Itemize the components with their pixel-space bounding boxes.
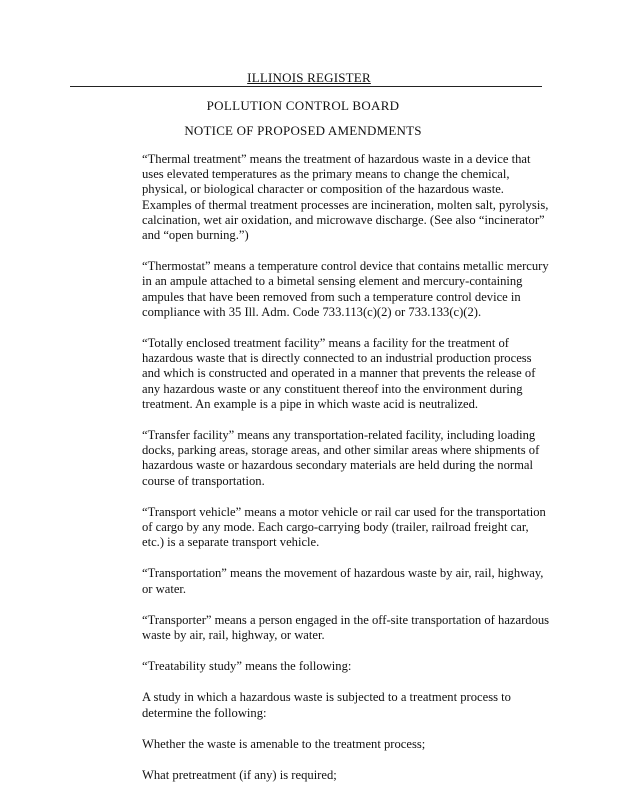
definition-transporter: “Transporter” means a person engaged in the off-site transportation of hazardous waste by air, rail, highway, or water. (142, 612, 550, 643)
agency-name: POLLUTION CONTROL BOARD (206, 98, 400, 113)
treatability-study-item: A study in which a hazardous waste is subjected to a treatment process to determine the following: (142, 690, 511, 720)
treatability-study-subitem: Whether the waste is amenable to the treatment process; (142, 736, 426, 751)
definition-transportation: “Transportation” means the movement of hazardous waste by air, rail, highway, or water. (142, 566, 544, 596)
definition-totally-enclosed-treatment-facility: “Totally enclosed treatment facility” means a facility for the treatment of hazardous waste that is directly connected to an industrial production process and which is constructed and operated in a manner that prevents the release of any hazardous waste or any constituent thereof into the environment during treatment. An example is a pipe in which waste acid is neutralized. (142, 336, 536, 411)
definition-thermostat: “Thermostat” means a temperature control device that contains metallic mercury in an ampule attached to a bimetal sensing element and mercury-containing ampules that have been removed from such a temperature control device in compliance with 35 Ill. Adm. Code 733.113(c)(2) or 733.133(c)(2). (142, 259, 549, 319)
definition-transport-vehicle: “Transport vehicle” means a motor vehicle or rail car used for the transportation of cargo by any mode. Each cargo-carrying body (trailer, railroad freight car, etc.) is a separate transport vehicle. (142, 504, 546, 550)
document-body (142, 152, 550, 799)
treatability-study-subitem: What pretreatment (if any) is required; (142, 768, 337, 783)
definition-transfer-facility: “Transfer facility” means any transportation-related facility, including loading docks, parking areas, storage areas, and other similar areas where shipments of hazardous waste or hazardous secondary materials are held during the normal course of transportation. (142, 428, 540, 488)
header-rule (70, 86, 542, 87)
definition-treatability-study: “Treatability study” means the following: (142, 659, 352, 674)
notice-title: NOTICE OF PROPOSED AMENDMENTS (184, 123, 422, 138)
definition-thermal-treatment: “Thermal treatment” means the treatment of hazardous waste in a device that uses elevated temperatures as the primary means to change the chemical, physical, or biological character or composition of the hazardous waste. Examples of thermal treatment processes are incineration, molten salt, pyrolysis, calcination, wet air oxidation, and microwave discharge. (See also “incinerator” and “open burning.”) (142, 152, 549, 243)
register-title: ILLINOIS REGISTER (247, 70, 371, 85)
